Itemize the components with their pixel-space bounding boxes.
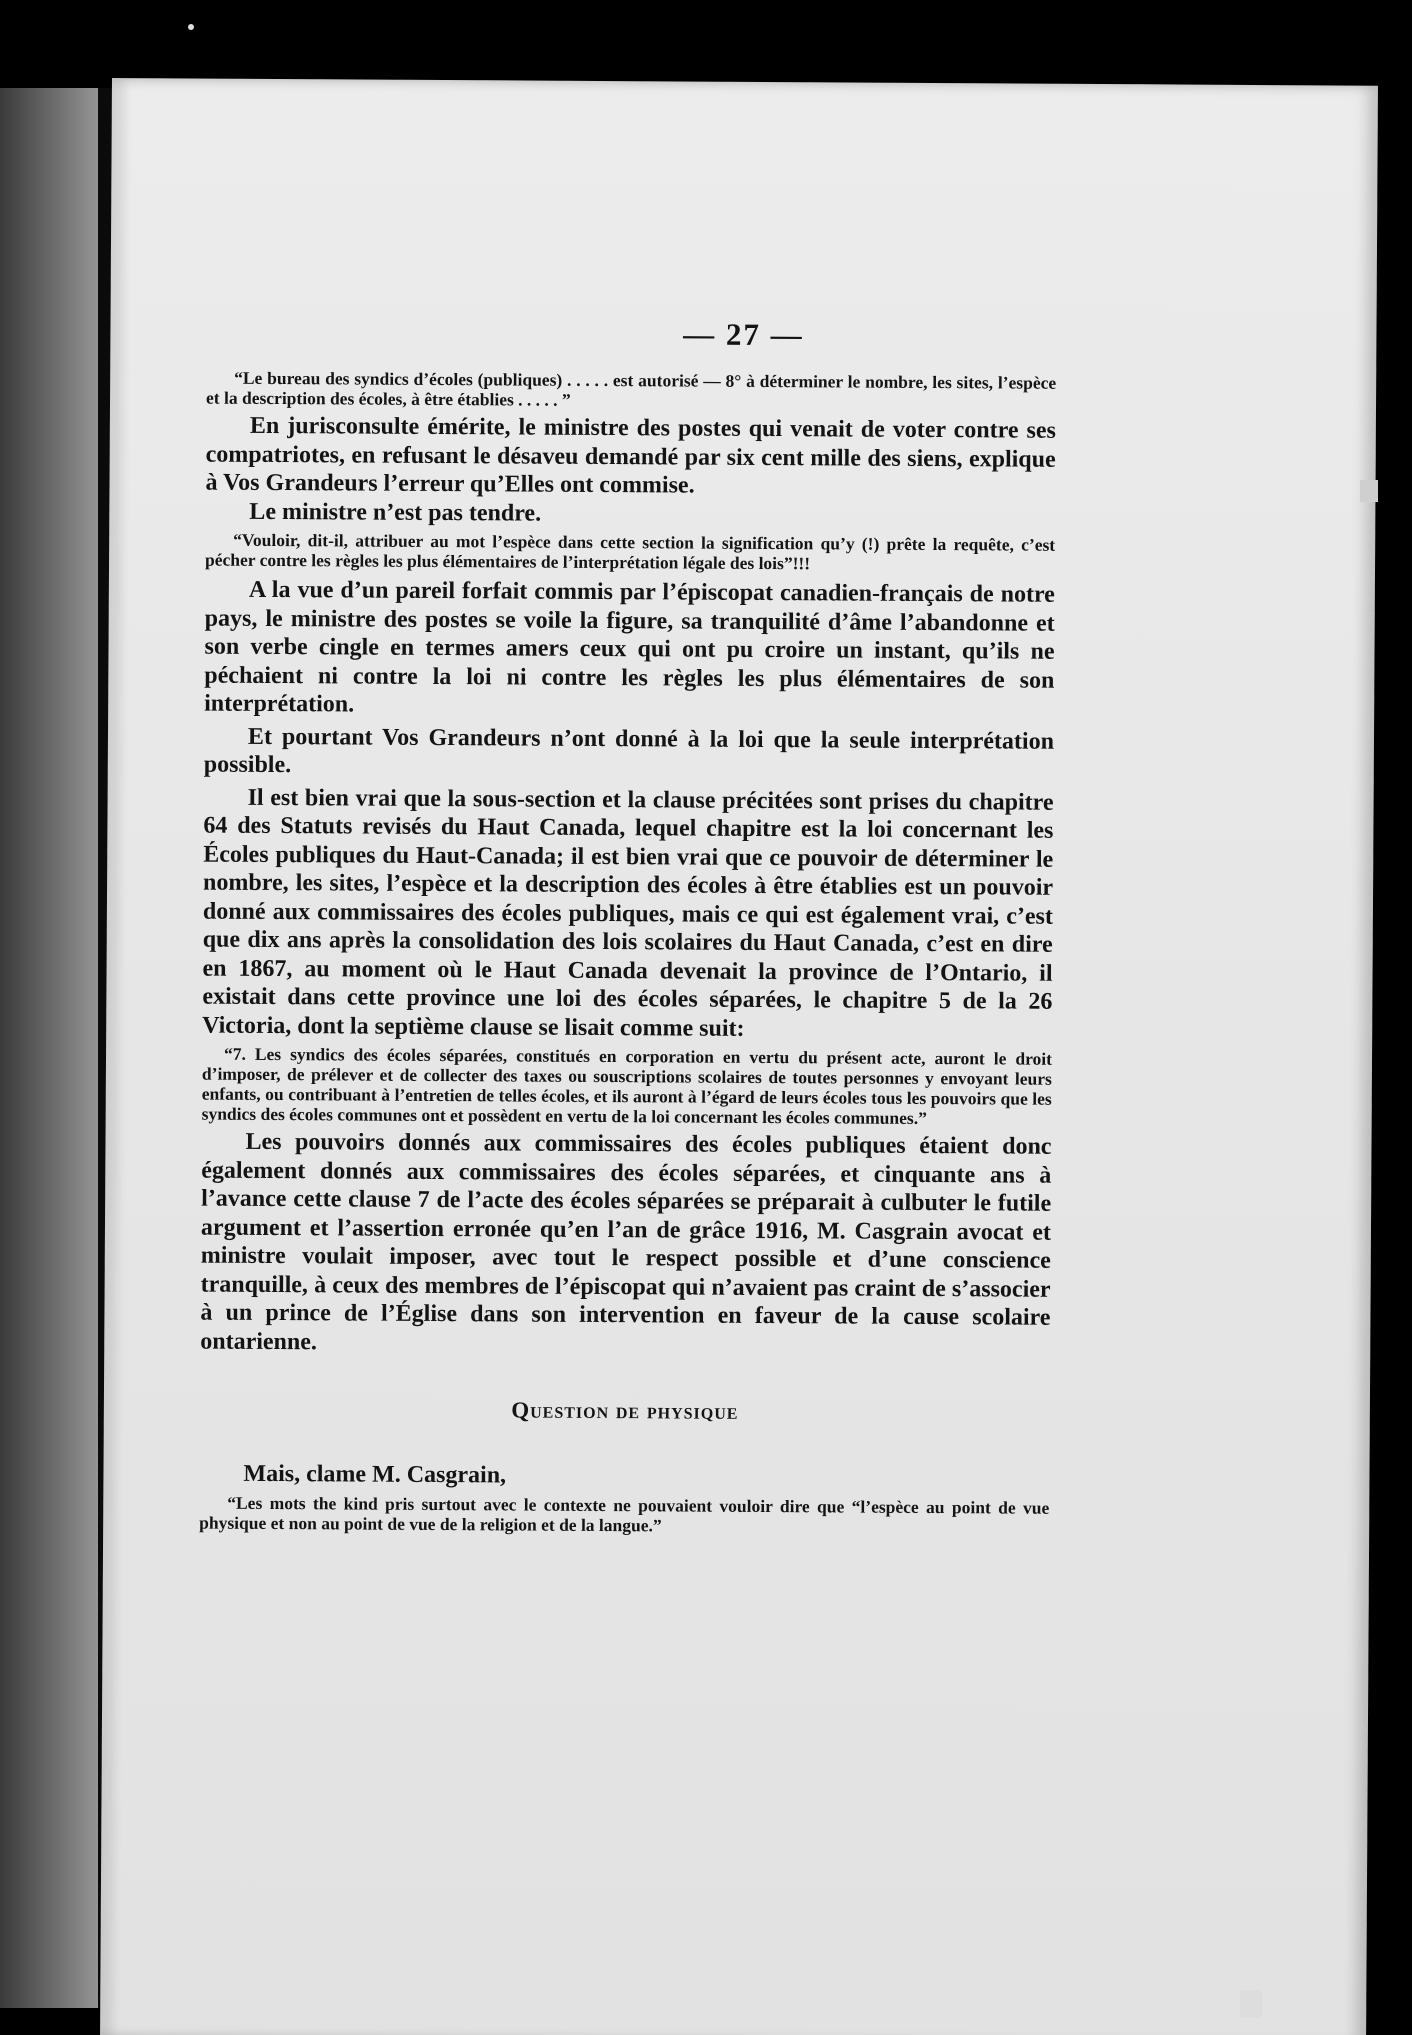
scan-speck [1240,1990,1262,2018]
left-page-edge [0,88,104,2008]
paragraph: Mais, clame M. Casgrain, [243,1460,507,1489]
paragraph: A la vue d’un pareil forfait commis par l’épiscopat canadien-français de notre pays, le ministre des postes se voile la figure, sa tranquilité d’âme l’abandonne et son verbe cingle en termes amers ceux qui ont pu croire un instant, qu’ils ne péchaient ni contre la loi ni contre les règles les plus élémentaires de son interprétation. [204,576,1055,718]
paragraph: Le ministre n’est pas tendre. [249,498,542,527]
block-quote: “Vouloir, dit-il, attribuer au mot l’espèce dans cette section la signification qu’y (!) prête la requête, c’est pécher contre les règles les plus élémentaires de l’interprétation légale des lois”!!! [204,529,1056,574]
block-quote: “Les mots the kind pris surtout avec le contexte ne pouvaient vouloir dire que “l’espèce au point de vue physique et non au point de vue de la religion et de la langue.” [199,1492,1050,1535]
scan-speck [1360,480,1378,502]
block-quote: “Le bureau des syndics d’écoles (publiques) . . . . . est autorisé — 8° à déterminer le nombre, les sites, l’espèce et la description des écoles, à être établies . . . . . ” [205,367,1057,410]
page-number: — 27 — [683,316,804,353]
section-heading: Question de physique [511,1397,739,1424]
document-page [100,78,1378,2035]
block-quote: “7. Les syndics des écoles séparées, constitués en corporation en vertu du présent acte, auront le droit d’imposer, de prélever et de collecter des taxes ou souscriptions scolaires de toutes personnes y envoyant leurs enfants, ou contribuant à l’entretien de telles écoles, et ils auront à l’égard de leurs écoles tous les pouvoirs que les syndics des écoles communes ont et possèdent en vertu de la loi concernant les écoles communes.” [201,1043,1053,1128]
paragraph: Il est bien vrai que la sous-section et la clause précitées sont prises du chapitre 64 des Statuts revisés du Haut Canada, lequel chapitre est la loi concernant les Écoles publiques du Haut-Canada; il est bien vrai que ce pouvoir de déterminer le nombre, les sites, l’espèce et la description des écoles à être établies est un pouvoir donné aux commissaires des écoles publiques, mais ce qui est également vrai, c’est que dix ans après la consolidation des lois scolaires du Haut Canada, c’est en dire en 1867, au moment où le Haut Canada devenait la province de l’Ontario, il existait dans cette province une loi des écoles séparées, le chapitre 5 de la 26 Victoria, dont la septième clause se lisait comme suit: [202,784,1054,1042]
page-content [199,368,1056,1538]
paragraph: Les pouvoirs donnés aux commissaires des écoles publiques étaient donc également donnés aux commissaires des écoles séparées, et cinquante ans à l’avance cette clause 7 de l’acte des écoles séparées se préparait à culbuter le futile argument et l’assertion erronée qu’en l’an de grâce 1916, M. Casgrain avocat et ministre voulait imposer, avec tout le respect possible et d’une conscience tranquille, à ceux des membres de l’épiscopat qui n’avaient pas craint de s’associer à un prince de l’Église dans son intervention en faveur de la cause scolaire ontarienne. [200,1128,1052,1355]
scan-speck [188,24,194,30]
paragraph: En jurisconsulte émérite, le ministre des postes qui venait de voter contre ses compatriotes, en refusant le désaveu demandé par six cent mille des siens, explique à Vos Grandeurs l’erreur qu’Elles ont commise. [205,412,1056,499]
paragraph: Et pourtant Vos Grandeurs n’ont donné à la loi que la seule interprétation possible. [203,723,1055,779]
